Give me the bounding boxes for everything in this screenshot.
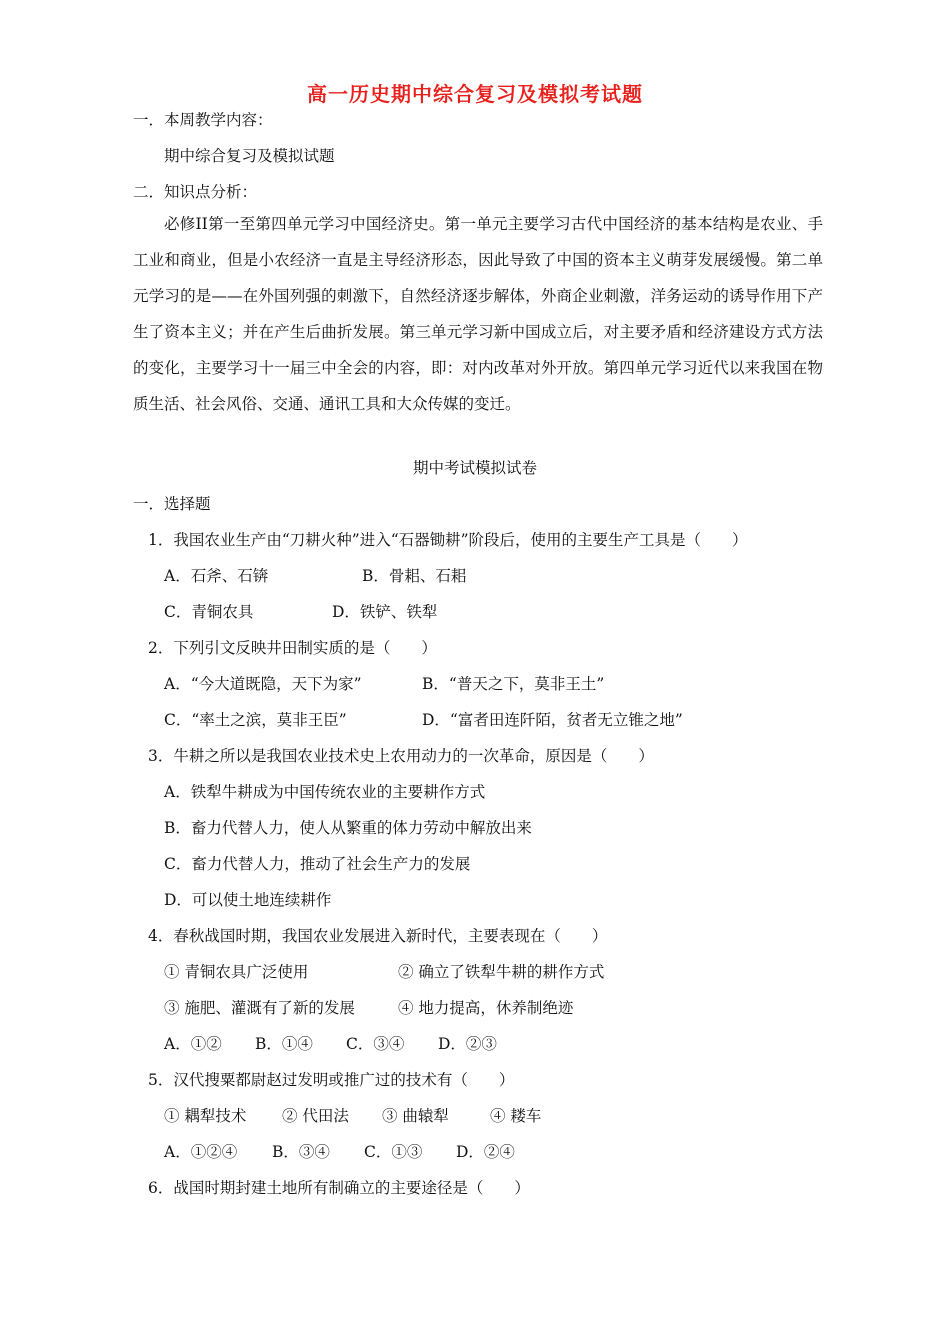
section-1-body: 期中综合复习及模拟试题 — [164, 147, 335, 165]
question-2-option-b: B．“普天之下，莫非王土” — [422, 675, 605, 693]
question-5-stem: 5．汉代搜粟都尉赵过发明或推广过的技术有（ ） — [148, 1071, 515, 1089]
question-5-item-4: ④ 耧车 — [490, 1107, 542, 1125]
section-2-heading: 二．知识点分析： — [133, 183, 258, 201]
question-2-option-c: C．“率土之滨，莫非王臣” — [164, 711, 347, 729]
question-1-option-d: D．铁铲、铁犁 — [332, 603, 438, 621]
question-4-item-2: ② 确立了铁犁牛耕的耕作方式 — [398, 963, 605, 981]
question-5-item-1: ① 耦犁技术 — [164, 1107, 247, 1125]
question-3-option-d: D．可以使土地连续耕作 — [164, 891, 332, 909]
question-4-item-3: ③ 施肥、灌溉有了新的发展 — [164, 999, 355, 1017]
question-4-stem: 4．春秋战国时期，我国农业发展进入新时代，主要表现在（ ） — [148, 927, 608, 945]
question-4-option-d: D．②③ — [438, 1035, 497, 1053]
question-6-stem: 6．战国时期封建土地所有制确立的主要途径是（ ） — [148, 1179, 530, 1197]
question-3-option-b: B．畜力代替人力，使人从繁重的体力劳动中解放出来 — [164, 819, 532, 837]
part-heading: 一．选择题 — [133, 495, 211, 513]
question-3-stem: 3．牛耕之所以是我国农业技术史上农用动力的一次革命，原因是（ ） — [148, 747, 654, 765]
question-1-stem: 1．我国农业生产由“刀耕火种”进入“石器锄耕”阶段后，使用的主要生产工具是（ ） — [148, 531, 748, 549]
question-5-option-c: C．①③ — [364, 1143, 423, 1161]
section-2-body: 必修II第一至第四单元学习中国经济史。第一单元主要学习古代中国经济的基本结构是农业、手工业和商业，但是小农经济一直是主导经济形态，因此导致了中国的资本主义萌芽发展缓慢。第二单元学习的是——在外国列强的刺激下，自然经济逐步解体，外商企业刺激，洋务运动的诱导作用下产生了资本主义；并在产生后曲折发展。第三单元学习新中国成立后，对主要矛盾和经济建设方式方法的变化，主要学习十一届三中全会的内容，即：对内改革对外开放。第四单元学习近代以来我国在物质生活、社会风俗、交通、通讯工具和大众传媒的变迁。 — [133, 215, 823, 413]
question-4-option-a: A．①② — [164, 1035, 222, 1053]
question-4-item-4: ④ 地力提高，休养制绝迹 — [398, 999, 574, 1017]
question-4-option-c: C．③④ — [346, 1035, 405, 1053]
question-1-option-a: A．石斧、石锛 — [164, 567, 269, 585]
question-5-option-a: A．①②④ — [164, 1143, 238, 1161]
question-1-option-c: C．青铜农具 — [164, 603, 254, 621]
question-2-option-d: D．“富者田连阡陌，贫者无立锥之地” — [422, 711, 683, 729]
question-4-item-1: ① 青铜农具广泛使用 — [164, 963, 309, 981]
question-5-option-b: B．③④ — [272, 1143, 330, 1161]
exam-title: 期中考试模拟试卷 — [412, 459, 537, 477]
question-5-item-3: ③ 曲辕犁 — [382, 1107, 449, 1125]
question-2-stem: 2．下列引文反映井田制实质的是（ ） — [148, 639, 437, 657]
section-1-heading: 一．本周教学内容： — [133, 111, 273, 129]
question-2-option-a: A．“今大道既隐，天下为家” — [164, 675, 362, 693]
question-5-item-2: ② 代田法 — [282, 1107, 349, 1125]
question-1-option-b: B．骨耜、石耜 — [362, 567, 467, 585]
question-4-option-b: B．①④ — [255, 1035, 313, 1053]
question-3-option-c: C．畜力代替人力，推动了社会生产力的发展 — [164, 855, 471, 873]
question-3-option-a: A．铁犁牛耕成为中国传统农业的主要耕作方式 — [164, 783, 486, 801]
question-5-option-d: D．②④ — [456, 1143, 515, 1161]
page-title: 高一历史期中综合复习及模拟考试题 — [307, 82, 643, 106]
